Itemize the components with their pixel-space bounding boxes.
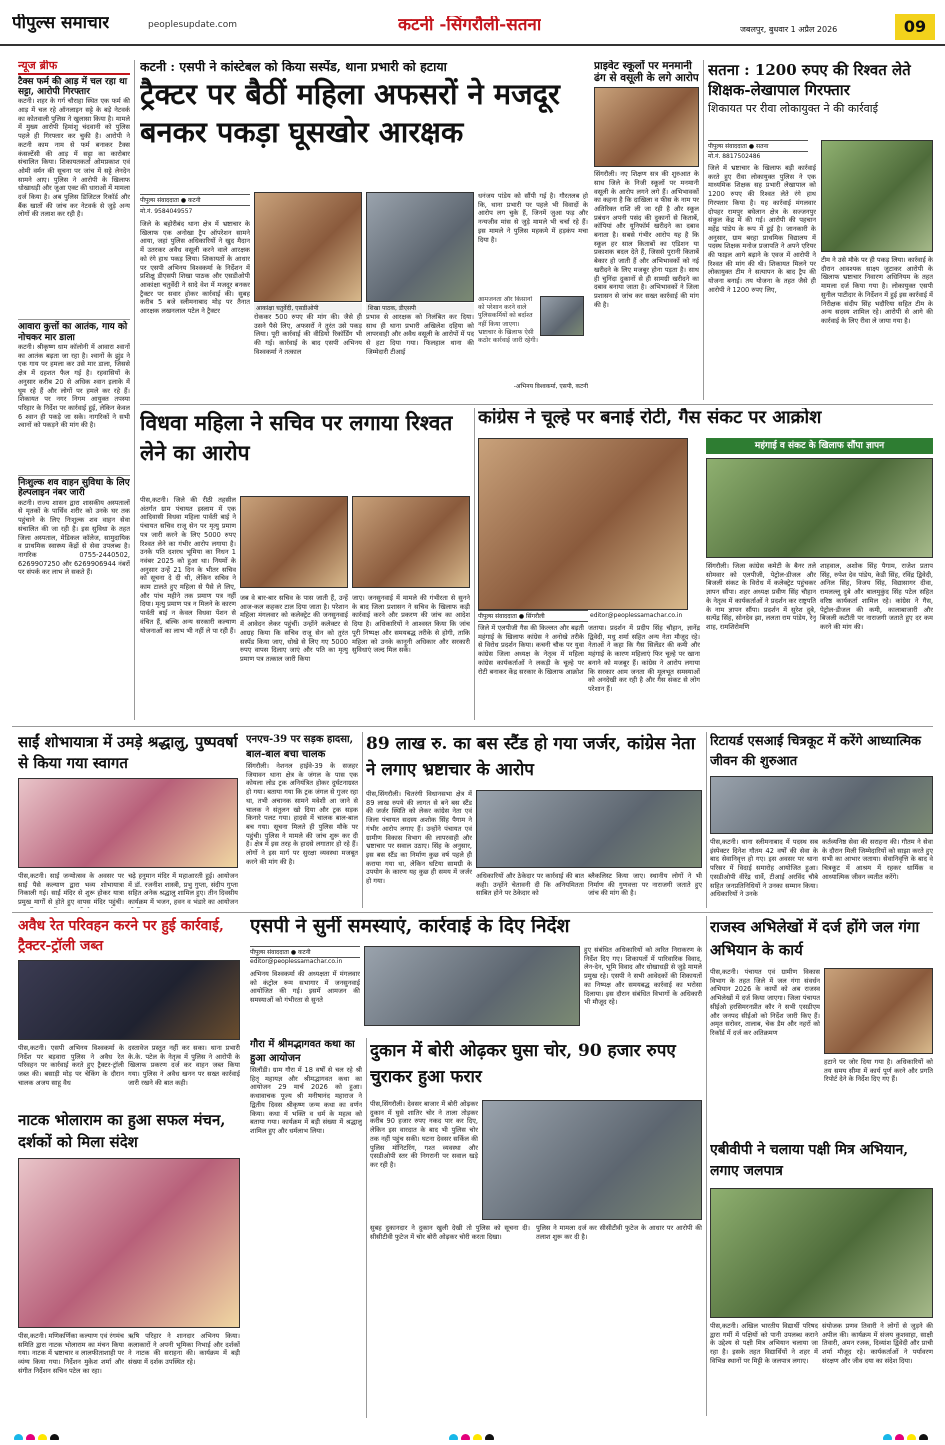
sai-body-1: पीस,कटनी। साईं जन्मोत्सव के अवसर पर साईं पैसे कल्याण द्वारा भव्य शोभायात्रा निकाली गई। साईं मंदिर से शुरू होकर यात्रा प्रमुख मार्गों से होते हुए वापस मंदिर पहुंची। — [18, 872, 124, 907]
column-rule — [703, 60, 704, 400]
bhagwat-body: सिलौंडी। ग्राम गौरा में 18 वर्षों से चल रहे श्री हितृ महायज्ञ और श्रीमद्भागवत कथा का आयोजन 29 मार्च 2026 को हुआ। कथावाचक पूज्य श्री मनीषानंद महाराज ने द्वितीय दिवस श्रीकृष्ण जन्म कथा का वर्णन किया। कथा में भक्ति व धर्म के महत्व को बताया गया। कार्यक्रम में बड़ी संख्या में श्रद्धालु शामिल हुए और धर्मलाभ लिया। — [250, 1066, 362, 1135]
rajasv-story — [710, 916, 933, 1136]
black-dot-icon — [919, 1434, 928, 1440]
congress-story — [478, 408, 933, 720]
magenta-dot-icon — [895, 1434, 904, 1440]
theft-body-2: सुबह दुकानदार ने दुकान खुली देखी तो पुलिस को सूचना दी। सीसीटीवी फुटेज में चोर बोरी ओढ़कर चोरी करता दिखा। — [370, 1224, 530, 1241]
photo-sp — [540, 296, 584, 336]
natak-headline: नाटक भोलाराम का हुआ सफल मंचन, दर्शकों को मिला संदेश — [18, 1111, 226, 1151]
sp-quote: आमजनता और किसानों को परेशान करने वाले पुलिसकर्मियों को बर्दाश्त नहीं किया जाएगा। भ्रष्टाचार के खिलाफ ऐसी कठोर कार्रवाई जारी रहेगी। — [478, 296, 538, 344]
satna-story — [708, 60, 933, 400]
column-rule — [362, 732, 363, 908]
abvp-story — [710, 1140, 933, 1418]
congress-photo-byline: पीपुल्स संवाददाता ● सिंगरौली — [478, 610, 588, 622]
photo-bookstore — [594, 87, 699, 167]
sp-body-1: अभिनय विश्वकर्मा की अध्यक्षता में मंगलवार को कंट्रोल रूम सभागार में जनसुनवाई आयोजित की गई। इसमें आमजन की समस्याओं को गंभीरता से सुनते — [250, 970, 360, 1005]
sp-byline: पीपुल्स संवाददाता ● कटनी — [250, 946, 360, 958]
widow-story — [140, 408, 470, 720]
retired-si-story — [710, 732, 933, 908]
color-registration-marks — [14, 1428, 931, 1440]
bus-body-2: अधिकारियों और ठेकेदार पर कार्रवाई की बात कही। उन्होंने चेतावनी दी कि अनियमितता साबित होने पर ठेकेदार को — [476, 872, 584, 898]
lead-col-2: रोककर 500 रुपए की मांग की। जैसे ही उसने पैसे लिए, अफसरों ने तुरंत उसे पकड़ लिया। पूरी कार्रवाई की वीडियो रिकॉर्डिंग भी की गई। कार्रवाई के बाद एसपी अभिनय विश्वकर्मा ने तत्काल — [254, 313, 362, 356]
lead-byline: पीपुल्स संवाददाता ● कटनी — [140, 194, 250, 206]
nh39-story — [246, 732, 358, 908]
column-rule — [474, 408, 475, 720]
column-rule — [706, 732, 707, 908]
photo-chulha — [478, 438, 688, 610]
page-number: 09 — [895, 14, 935, 40]
brief-headline-1: टैक्स फर्म की आड़ में चल रहा था सट्टा, आरोपी गिरफ्तार — [18, 76, 128, 97]
sai-story — [18, 732, 238, 908]
congress-headline: कांग्रेस ने चूल्हे पर बनाई रोटी, गैस संकट पर आक्रोश — [478, 408, 822, 428]
lead-col-4: धनंजय पांडेय को सौंपी गई है। गौरतलब हो कि, थाना प्रभारी पर पहले भी विवादों के आरोप लग चुके हैं, जिनमें जुआ फड़ और नन्यजीव मांस से जुड़े मामले भी चर्चा रहे हैं। इस मामले ने पुलिस महकमे में हड़कंप मचा दिया है। — [478, 192, 588, 244]
sand-body-1: पीस,कटनी। एसपी अभिनय विश्वकर्मा के निर्देश पर बड़वारा पुलिस ने अवैध रेत परिवहन पर कार्रवाई करते हुए ट्रैक्टर-ट्रॉली जब्त की। बसाड़ी मोड़ पर चेकिंग के दौरान चालक अजय साहू वैध — [18, 1044, 124, 1087]
sp-hearing-story — [250, 916, 702, 1034]
lead-phone: मो.नं. 9584049557 — [140, 208, 193, 215]
column-rule — [366, 1038, 367, 1418]
section-rule — [12, 726, 933, 727]
brief-body-1: कटनी। शहर के गर्ग चौराहा स्थित एक फर्म की आड़ में चल रहे ऑनलाइन सट्टे के बड़े नेटवर्क का कोतवाली पुलिस ने खुलासा किया है। मामले में मुख्य आरोपी हिमांशु चंदवानी को पुलिस पहले ही गिरफ्तार कर चुकी है। आरोपी ने कटनी काम नाम से फर्म बनाकर टैक्स कंसल्टेंसी की आड़ में सट्टा का कारोबार संचालित किया। शिकायतकर्ता ओमप्रकाश एवं ओमी वर्मन की सूचना पर जांच में सट्टे लेनदेन सामने आए। पुलिस ने आरोपी के खिलाफ धोखाधड़ी और जुआ एक्ट की धाराओं में मामला दर्ज किया है। अब पुलिस डिजिटल रिकॉर्ड और बैंक खातों की जांच कर नेटवर्क से जुड़े अन्य लोगों की तलाश कर रही है। — [18, 97, 130, 219]
natak-body-2: ऋषि परिहार ने शानदार अभिनय किया। कलाकारों ने अपनी भूमिका निभाई और दर्शकों ने नाटक की सराहना की। कार्यक्रम में बड़ी संख्या में दर्शक उपस्थित रहे। — [128, 1332, 240, 1367]
column-rule — [134, 60, 135, 720]
abvp-body-2: संयोजक प्रणव तिवारी ने लोगों से जुड़ने की अपील की। कार्यक्रम में संजय कुशवाहा, साक्षी तिवारी, अमन रजक, दिव्यांश द्विवेदी और प्राची शर्मा मौजूद रहे। कार्यकर्ताओं ने पर्यावरण संरक्षण और जीव दया का संदेश दिया। — [822, 1322, 933, 1365]
cyan-dot-icon — [883, 1434, 892, 1440]
magenta-dot-icon — [26, 1434, 35, 1440]
rajasv-headline: राजस्व अभिलेखों में दर्ज होंगे जल गंगा अभियान के कार्य — [710, 918, 920, 959]
sai-headline: साईं शोभायात्रा में उमड़े श्रद्धालु, पुष्पवर्षा से किया गया स्वागत — [18, 733, 238, 772]
theft-body-3: पुलिस ने मामला दर्ज कर सीसीटीवी फुटेज के आधार पर आरोपी की तलाश शुरू कर दी है। — [536, 1224, 702, 1241]
congress-sub-headline: महंगाई व संकट के खिलाफ सौंपा ज्ञापन — [706, 438, 933, 454]
lead-col-3: प्रभाव से आरक्षक को निलंबित कर दिया। साथ ही थाना प्रभारी अखिलेश दहिया को लापरवाही और अवैध वसूली के आरोपों में पद से हटा दिया गया। फिलहाल थाना की जिम्मेदारी टीआई — [366, 313, 474, 356]
retired-body-1: पीस,कटनी। थाना स्लीमनाबाद में पदस्थ सब इंस्पेक्टर दिनेश गौतम 42 वर्षों की सेवा के बाद सेवानिवृत्त हो गए। इस अवसर पर थाना परिसर में विदाई समारोह आयोजित हुआ। एसडीओपी वीरेंद्र धार्वे, टीआई अरविंद चौबे सहित जनप्रतिनिधियों ने उनका सम्मान किया। अधिकारियों ने उनके — [710, 838, 818, 899]
theft-story — [370, 1038, 702, 1418]
lead-kicker: कटनी : एसपी ने कांस्टेबल को किया सस्पेंड, थाना प्रभारी को हटाया — [140, 60, 447, 74]
widow-body-3: जाए। जनसुनवाई में मामले की गंभीरता से सुनने के बाद जिला प्रशासन ने सचिव के खिलाफ कड़ी कार्रवाई करने और प्रकरण की जांच का आदेश दिया है। अधिकारियों ने आश्वस्त किया कि जांच पूरी निष्पक्ष और समयबद्ध तरीके से होगी, ताकि महिला को उनके कानूनी अधिकार और सरकारी सुविधाएं जल्द मिल सकें। — [352, 594, 470, 655]
photo-memorandum — [706, 458, 933, 558]
school-body: सिंगरौली। नए शिक्षण सत्र की शुरुआत के साथ जिले के निजी स्कूलों पर मनमानी वसूली के आरोप लगने लगे हैं। अभिभावकों का कहना है कि दाखिला व फीस के नाम पर अतिरिक्त राशि ली जा रही है और स्कूल प्रबंधन अपनी पसंद की दुकानों से किताबें, कॉपियां और यूनिफॉर्म खरीदने का दबाव बनाता है। सबसे गंभीर आरोप यह है कि स्कूल हर साल किताबों का एडिशन या प्रकाशक बदल देते हैं, जिससे पुरानी किताबें बेकार हो जाती हैं और अभिभावकों को नई खरीदने के लिए मजबूर होना पड़ता है। साथ ही चुनिंदा दुकानों से ही सामग्री खरीदने का दबाव बनाया जाता है। अभिभावकों ने जिला प्रशासन से जांच कर सख्त कार्रवाई की मांग की है। — [594, 170, 699, 309]
paper-name: पीपुल्स समाचार — [12, 14, 110, 33]
black-dot-icon — [485, 1434, 494, 1440]
abvp-body-1: पीस,कटनी। अखिल भारतीय विद्यार्थी परिषद द्वारा गर्मी में पक्षियों को पानी उपलब्ध कराने के उद्देश्य से पक्षी मित्र अभियान चलाया जा रहा है। इसके तहत विद्यार्थियों ने शहर में विभिन्न स्थानों पर मिट्टी के जलपात्र लगाए। — [710, 1322, 818, 1365]
bus-stand-story — [366, 732, 702, 908]
congress-body-4: शाहवाल, अशोक सिंह पैगाम, राजेश प्रताप सिंह, रुपेश देव पांडेय, केडी सिंह, रविंद्र द्विवेदी, अनिल सिंह, विजय सिंह, विद्यासागर दीवा, रामलल्लू दुबे और बालमुकुंद सिंह पटेल सहित वरिष्ठ कार्यकर्ता शामिल रहे। कांग्रेस ने गैस, पेट्रोल-डीजल की कमी, कालाबाजारी और बिजली कटौती पर नाराजगी जताते हुए दर कम करने की मांग की। — [820, 562, 933, 631]
caption-dsp: शिखा पाठक, डीएसपी — [366, 303, 474, 313]
photo-official — [824, 968, 933, 1054]
magenta-dot-icon — [461, 1434, 470, 1440]
sp-body-2: हुए संबंधित अधिकारियों को त्वरित निराकरण के निर्देश दिए गए। शिकायतों में पारिवारिक विवाद, लेन-देन, भूमि विवाद और धोखाधड़ी से जुड़े मामले प्रमुख रहे। एसपी ने सभी आवेदकों की शिकायतों का निष्पक्ष और समयबद्ध कार्रवाई का भरोसा दिलाया। इस दौरान संबंधित विभागों के अधिकारी भी मौजूद रहे। — [584, 946, 702, 1007]
congress-body-1: जिले में एलपीजी गैस की किल्लत और बढ़ती महंगाई के खिलाफ कांग्रेस ने अनोखे तरीके से विरोध प्रदर्शन किया। कचनी चौक पर युवा कांग्रेस जिला अध्यक्ष के नेतृत्व में महिला कांग्रेस कार्यकर्ताओं ने लकड़ी के चूल्हे पर रोटी बनाकर केंद्र सरकार के खिलाफ आक्रोश — [478, 624, 584, 676]
bhagwat-story — [250, 1038, 362, 1214]
sai-body-2: चढ़े हनुमान मंदिर में महाआरती हुई। आयोजन में डॉ. रजनीश शास्त्री, प्रभु गुप्ता, संदीप गुप्ता सहित अनेक श्रद्धालु शामिल हुए। तीन दिवसीय कार्यक्रम में भजन, हवन व भंडारे का आयोजन — [128, 872, 238, 907]
retired-headline: रिटायर्ड एसआई चित्रकूट में करेंगे आध्यात्मिक जीवन की शुरुआत — [710, 734, 921, 769]
cyan-dot-icon — [449, 1434, 458, 1440]
photo-sai-procession — [18, 778, 238, 868]
theft-headline: दुकान में बोरी ओढ़कर घुसा चोर, 90 हजार रुपए चुराकर हुआ फरार — [370, 1041, 676, 1088]
photo-abvp — [710, 1188, 933, 1318]
yellow-dot-icon — [38, 1434, 47, 1440]
yellow-dot-icon — [907, 1434, 916, 1440]
lead-story — [140, 60, 588, 400]
rajasv-body-2: हटाने पर जोर दिया गया है। अधिकारियों को तय समय सीमा में कार्य पूर्ण करने और प्रगति रिपोर्ट देने के निर्देश दिए गए हैं। — [824, 1058, 933, 1084]
photo-natak — [18, 1158, 240, 1328]
brief-headline-3: निःशुल्क शव वाहन सुविधा के लिए हेल्पलाइन नंबर जारी — [18, 475, 130, 499]
sand-story — [18, 916, 240, 1106]
congress-email[interactable]: editor@peoplessamachar.co.in — [590, 612, 683, 619]
sp-headline: एसपी ने सुनीं समस्याएं, कार्रवाई के दिए निर्देश — [250, 916, 570, 937]
edition-title: कटनी -सिंगरौली-सतना — [398, 16, 542, 35]
theft-body-1: पीस,सिंगरौली। देवसर बाजार में बोरी ओढ़कर दुकान में घुसे शातिर चोर ने ताला तोड़कर करीब 90 हजार रुपए नकद पार कर दिए, लेकिन इस वारदात के बाद भी पुलिस चोर तक नहीं पहुंच सकी। घटना देवसर सर्किल की पुलिस मॉनिटरिंग, गश्त व्यवस्था और एसडीओपी स्तर की निगरानी पर सवाल खड़े कर रही है। — [370, 1100, 478, 1169]
satna-body-1: जिले में भ्रष्टाचार के खिलाफ बड़ी कार्रवाई करते हुए रीवा लोकायुक्त पुलिस ने एक माध्यमिक शिक्षक सह प्रभारी लेखापाल को 1200 रुपए की रिश्वत लेते रंगे हाथ गिरफ्तार किया है। यह कार्रवाई मंगलवार दोपहर रामपुर बघेलान क्षेत्र के सज्जनपुर संकुल केंद्र में की गई। आरोपी की पहचान महेंद्र पांडेय के रूप में हुई है। जानकारी के अनुसार, ग्राम बरहा प्राथमिक विद्यालय में पदस्थ शिक्षक मनोज प्रजापति ने अपने एरियर की फाइल आगे बढ़ाने के एवज में आरोपी ने रिश्वत की मांग की थी। शिकायत मिलने पर लोकायुक्त टीम ने सत्यापन के बाद ट्रैप की योजना बनाई। तय योजना के तहत जैसे ही आरोपी ने 1200 रुपए लिए, — [708, 164, 816, 294]
retired-body-2: कर्तव्यनिष्ठ सेवा की सराहना की। गौतम ने सेवा के दौरान मिली जिम्मेदारियों को साझा करते हुए सभी का आभार जताया। सेवानिवृत्ति के बाद वे चित्रकूट में आश्रम में रहकर धार्मिक व आध्यात्मिक जीवन व्यतीत करेंगे। — [822, 838, 933, 881]
photo-bus-stand — [476, 790, 702, 868]
section-rule — [12, 912, 933, 913]
yellow-dot-icon — [473, 1434, 482, 1440]
photo-tractor — [18, 960, 240, 1040]
congress-body-3: सिंगरौली। जिला कांग्रेस कमेटी के बैनर तले सोमवार को एलपीजी, पेट्रोल-डीजल और बिजली संकट के विरोध में कलेक्ट्रेट पहुंचकर ज्ञापन सौंपा। शहर अध्यक्ष प्रवीण सिंह चौहान के नेतृत्व में कार्यकर्ताओं ने प्रदर्शन कर राष्ट्रपति के नाम ज्ञापन सौंपा। प्रदर्शन में सुरेश दुबे, सत्येंद्र सिंह, सोनदेव झा, ललता राम पांडेय, रेनू शाह, रामशिरोमणि — [706, 562, 816, 631]
bhagwat-headline: गौरा में श्रीमद्भागवत कथा का हुआ आयोजन — [250, 1039, 355, 1064]
photo-farewell — [710, 776, 933, 834]
sand-headline: अवैध रेत परिवहन करने पर हुई कार्रवाई, ट्रैक्टर-ट्रॉली जब्त — [18, 918, 224, 955]
widow-body-2: जब वे बार-बार सचिव के पास जाती हैं, उन्हें आज-कल कहकर टाल दिया जाता है। परेशान महिला मंगलवार को कलेक्ट्रेट की जनसुनवाई में आवेदन लेकर पहुंचीं। उन्होंने कलेक्टर से आग्रह किया कि सचिव राजू सेन को तुरंत सस्पेंड किया जाए, धोखे से लिए गए 5000 रुपए वापस दिलाए जाएं और पति का मृत्यु प्रमाण पत्र तत्काल जारी किया — [240, 594, 348, 663]
school-headline: प्राइवेट स्कूलों पर मनमानी ढंग से वसूली के लगे आरोप — [594, 60, 699, 85]
congress-body-2: जताया। प्रदर्शन में प्रदीप सिंह चौहान, ज्ञानेंद्र द्विवेदी, मधु शर्मा सहित अन्य नेता मौजूद रहे। नेताओं ने कहा कि गैस सिलेंडर की कमी और महंगाई के कारण महिलाएं फिर चूल्हे पर खाना बनाने को मजबूर हैं। कांग्रेस ने आरोप लगाया कि सरकार आम जनता की मूलभूत समस्याओं को अनदेखी कर रही है और गैस संकट से लोग परेशान हैं। — [588, 624, 700, 693]
masthead — [0, 0, 945, 46]
photo-sp-hearing — [364, 946, 580, 1026]
natak-story — [18, 1110, 240, 1418]
photo-accused — [821, 140, 933, 252]
brief-body-3: कटनी। राज्य शासन द्वारा शासकीय अस्पतालों से मृतकों के पार्थिव शरीर को उनके घर तक पहुंचाने के लिए निःशुल्क शव वाहन सेवा संचालित की जा रही है। इस सुविधा के तहत जिला अस्पताल, मेडिकल कॉलेज, सामुदायिक व प्राथमिक स्वास्थ्य केंद्रों से सेवा उपलब्ध है। नागरिक 0755-2440502, 6269907250 और 6269906944 नंबरों पर संपर्क कर लाभ ले सकते हैं। — [18, 498, 130, 577]
photo-sdop — [254, 192, 362, 302]
satna-body-2: टीम ने उसे मौके पर ही पकड़ लिया। कार्रवाई के दौरान आवश्यक साक्ष्य जुटाकर आरोपी के खिलाफ भ्रष्टाचार निवारण अधिनियम के तहत मामला दर्ज किया गया है। लोकायुक्त एसपी सुनील पाटीदार के निर्देशन में हुई इस कार्रवाई में निरीक्षक संदीप सिंह भदौरिया सहित टीम के अन्य सदस्य शामिल रहे। आरोपी से आगे की कार्रवाई के लिए रीवा ले जाया गया है। — [821, 256, 933, 325]
satna-phone: मो.नं. 8817502486 — [708, 153, 761, 160]
cyan-dot-icon — [14, 1434, 23, 1440]
column-rule — [706, 916, 707, 1416]
widow-body-1: पीस,कटनी। जिले की रीठी तहसील अंतर्गत ग्राम पंचायत इस्लाम में एक आदिवासी विधवा महिला पार्वती बाई ने पंचायत सचिव राजू सेन पर मृत्यु प्रमाण पत्र जारी करने के लिए 5000 रुपए रिश्वत लेने का गंभीर आरोप लगाया है। उनके पति दशरथ भूमिया का निधन 1 नवंबर 2025 को हुआ था। नियमों के अनुसार उन्हें 21 दिन के भीतर सचिव को सूचना दे दी थी, लेकिन सचिव ने काम टालते हुए महिला से पैसे ले लिए, और पांच महीने तक प्रमाण पत्र नहीं दिया। मृत्यु प्रमाण पत्र न मिलने के कारण पार्वती बाई न केवल विधवा पेंशन से वंचित हैं, बल्कि अन्य सरकारी कल्याण योजनाओं का लाभ भी नहीं ले पा रही हैं। — [140, 496, 236, 635]
satna-byline: पीपुल्स संवाददाता ● सतना — [708, 140, 808, 152]
natak-body-1: पीस,कटनी। मणिकर्णिका कल्याण एवं रंगमंच समिति द्वारा नाटक भोलाराम का मंचन किया गया। नाटक में भ्रष्टाचार व लालफीताशाही पर व्यंग्य किया गया। निर्देशन मुकेश शर्मा और संगीत निर्देशन सचिन पटेल का रहा। — [18, 1332, 124, 1375]
abvp-headline: एबीवीपी ने चलाया पक्षी मित्र अभियान, लगाए जलपात्र — [710, 1142, 909, 1179]
sp-email[interactable]: editor@peoplessamachar.co.in — [250, 958, 343, 965]
black-dot-icon — [50, 1434, 59, 1440]
photo-dsp — [366, 192, 474, 302]
photo-cctv — [482, 1100, 702, 1220]
brief-body-2: कटनी। श्रीकृष्ण धाम कॉलोनी में आवारा श्वानों का आतंक बढ़ता जा रहा है। श्वानों के झुंड ने एक गाय पर हमला कर उसे मार डाला, जिससे क्षेत्र में दहशत फैल गई है। रहवासियों के अनुसार करीब 20 से अधिक श्वान इलाके में घूम रहे हैं और लोगों पर हमले कर रहे हैं। शिकायत पर नगर निगम आयुक्त तपस्या परिहार के निर्देश पर कार्रवाई हुई, लेकिन केवल 6 श्वान ही पकड़े जा सके। नागरिकों ने सभी श्वानों को पकड़ने की मांग की है। — [18, 343, 130, 430]
satna-subheadline: शिकायत पर रीवा लोकायुक्त ने की कार्रवाई — [708, 101, 879, 115]
lead-headline: ट्रैक्टर पर बैठीं महिला अफसरों ने मजदूर बनकर पकड़ा घूसखोर आरक्षक — [140, 77, 560, 150]
lead-col-1: जिले के बहोरीबंद थाना क्षेत्र में भ्रष्टाचार के खिलाफ एक अनोखा ट्रैप ऑपरेशन सामने आया, जहां पुलिस अधिकारियों ने खुद मैदान में उतरकर अवैध वसूली करने वाले आरक्षक को रंगे हाथ पकड़ लिया। शिकायतों के आधार पर एसपी अभिनय विश्वकर्मा के निर्देशन में प्रशिक्षु डीएसपी शिखा पाठक और एसडीओपी आकांक्षा चतुर्वेदी ने सादे वेश में मजदूर बनकर ट्रैक्टर पर सवार होकर कार्रवाई की। सुबह करीब 5 बजे स्लीमनाबाद मोड़ पर तैनात आरक्षक लखनलाल पटेल ने ट्रैक्टर — [140, 220, 250, 316]
section-rule — [140, 404, 933, 405]
sp-quote-attribution: -अभिनय विश्वकर्मा, एसपी, कटनी — [513, 383, 588, 390]
bus-body-1: पीस,सिंगरौली। चितरंगी विधानसभा क्षेत्र में 89 लाख रुपये की लागत से बने बस स्टैंड की जर्जर स्थिति को लेकर कांग्रेस नेता एवं जिला पंचायत सदस्य अशोक सिंह पैगाम ने गंभीर आरोप लगाए हैं। उन्होंने पंचायत एवं ग्रामीण विकास विभाग की लापरवाही और भ्रष्टाचार पर सवाल उठाए। सिंह के अनुसार, इस बस स्टैंड का निर्माण कुछ वर्ष पहले ही कराया गया था, लेकिन घटिया सामग्री के उपयोग के कारण यह कुछ ही समय में जर्जर हो गया। — [366, 790, 472, 886]
news-brief — [18, 60, 130, 720]
photo-widow-1 — [240, 496, 348, 588]
widow-headline: विधवा महिला ने सचिव पर लगाया रिश्वत लेने का आरोप — [140, 410, 453, 466]
school-story — [594, 60, 699, 400]
brief-tag: न्यूज ब्रीफ — [18, 60, 130, 75]
caption-sdop: आकांक्षा चतुर्वेदी, एसडीओपी — [254, 303, 362, 313]
bus-body-3: ब्लैकलिस्ट किया जाए। स्थानीय लोगों ने भी निर्माण की गुणवत्ता पर नाराजगी जताते हुए जांच की मांग की है। — [588, 872, 702, 898]
website-link[interactable]: peoplesupdate.com — [148, 20, 237, 30]
issue-date: जबलपुर, बुधवार 1 अप्रैल 2026 — [740, 25, 838, 34]
sand-body-2: दस्तावेज प्रस्तुत नहीं कर सका। थाना प्रभारी के.के. पटेल के नेतृत्व में पुलिस ने आरोपी के खिलाफ प्रकरण दर्ज कर वाहन जब्त किया गया। पुलिस ने अवैध खनन पर सख्त कार्रवाई जारी रखने की बात कही। — [128, 1044, 240, 1087]
nh39-headline: एनएच-39 पर सड़क हादसा, बाल-बाल बचा चालक — [246, 734, 354, 760]
nh39-body: सिंगरौली। नेशनल हाईवे-39 के सजहर जियावन थाना क्षेत्र के जंगल के पास एक कोयला लोड ट्रक अनियंत्रित होकर दुर्घटनाग्रस्त हो गया। बताया गया कि ट्रक जंगल से गुजर रहा था, तभी अचानक सामने मवेशी आ जाने से चालक ने संतुलन खो दिया और ट्रक सड़क किनारे पलट गया। हादसे में चालक बाल-बाल बच गया। सूचना मिलते ही पुलिस मौके पर पहुंची। पुलिस ने मामले की जांच शुरू कर दी है। क्षेत्र में इस तरह के हादसे लगातार हो रहे हैं। लोगों ने इस मार्ग पर सुरक्षा व्यवस्था मजबूत करने की मांग की है। — [246, 762, 358, 866]
rajasv-body-1: पीस,कटनी। पंचायत एवं ग्रामीण विकास विभाग के तहत जिले में जल गंगा संवर्धन अभियान 2026 के कार्यों को अब राजस्व अभिलेखों में दर्ज किया जाएगा। जिला पंचायत सीईओ हरसिमरनप्रीत कौर ने सभी एसडीएम और जनपद सीईओ को निर्देश जारी किए हैं। अमृत सरोवर, तालाब, चेक डैम और नहरों को रिकॉर्ड में दर्ज कर अतिक्रमण — [710, 968, 820, 1037]
photo-widow-2 — [352, 496, 470, 588]
brief-headline-2: आवारा कुत्तों का आतंक, गाय को नोचकर मार डाला — [18, 319, 130, 343]
satna-headline: सतना : 1200 रुपए की रिश्वत लेते शिक्षक-लेखापाल गिरफ्तार — [708, 61, 911, 100]
bus-headline: 89 लाख रु. का बस स्टैंड हो गया जर्जर, कांग्रेस नेता ने लगाए भ्रष्टाचार के आरोप — [366, 734, 696, 780]
